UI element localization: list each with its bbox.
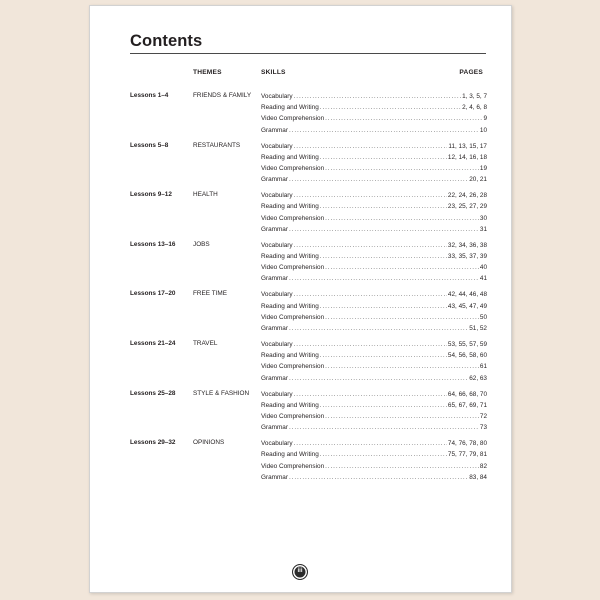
page-numbers: 23, 25, 27, 29 <box>447 203 487 211</box>
dot-leader <box>289 175 468 184</box>
page-numbers: 11, 13, 15, 17 <box>448 142 487 150</box>
page-numbers: 74, 76, 78, 80 <box>447 440 487 448</box>
dot-leader <box>320 450 447 459</box>
dot-leader <box>289 473 468 482</box>
skill-rows <box>261 142 487 187</box>
theme-label: OPINIONS <box>193 439 225 447</box>
skill-row <box>261 225 487 236</box>
skill-name: Vocabulary <box>261 142 293 150</box>
skill-name: Reading and Writing <box>261 302 319 310</box>
skill-row <box>261 164 487 175</box>
skill-name: Grammar <box>261 176 288 184</box>
skill-row <box>261 274 487 285</box>
page-numbers: 33, 35, 37, 39 <box>447 252 487 260</box>
skill-name: Grammar <box>261 424 288 432</box>
page-numbers: 31 <box>479 225 487 233</box>
page-numbers: 65, 67, 69, 71 <box>447 401 487 409</box>
dot-leader <box>320 202 447 211</box>
skill-name: Grammar <box>261 126 288 134</box>
page-numbers: 32, 34, 36, 38 <box>447 241 487 249</box>
skill-name: Vocabulary <box>261 192 293 200</box>
page-numbers: 19 <box>479 164 487 172</box>
skill-name: Reading and Writing <box>261 352 319 360</box>
dot-leader <box>289 324 468 333</box>
dot-leader <box>320 153 447 162</box>
theme-label: FREE TIME <box>193 290 227 298</box>
skill-name: Video Comprehension <box>261 115 325 123</box>
dot-leader <box>294 290 447 299</box>
theme-label: TRAVEL <box>193 339 218 347</box>
dot-leader <box>320 103 461 112</box>
skill-name: Vocabulary <box>261 93 293 100</box>
contents-list <box>90 92 511 489</box>
dot-leader <box>325 263 479 272</box>
skill-row <box>261 191 487 202</box>
dot-leader <box>325 114 482 123</box>
skill-name: Vocabulary <box>261 291 293 299</box>
dot-leader <box>325 412 479 421</box>
skill-name: Grammar <box>261 473 288 481</box>
skill-row <box>261 340 487 351</box>
skill-row <box>261 401 487 412</box>
dot-leader <box>320 401 447 410</box>
skill-row <box>261 263 487 274</box>
theme-label: FRIENDS & FAMILY <box>193 92 252 99</box>
contents-section <box>90 92 511 142</box>
skill-name: Vocabulary <box>261 241 293 249</box>
page-numbers: 40 <box>479 264 487 272</box>
skill-name: Grammar <box>261 275 288 283</box>
dot-leader <box>325 362 479 371</box>
skill-row <box>261 302 487 313</box>
skill-name: Video Comprehension <box>261 412 325 420</box>
dot-leader <box>320 351 447 360</box>
contents-section <box>90 340 511 390</box>
dot-leader <box>325 462 479 471</box>
page-numbers: 2, 4, 6, 8 <box>462 104 487 112</box>
skill-rows <box>261 340 487 385</box>
skill-row <box>261 473 487 484</box>
skill-rows <box>261 92 487 137</box>
skill-row <box>261 153 487 164</box>
page-numbers: 54, 56, 58, 60 <box>447 352 487 360</box>
page-numbers: 51, 52 <box>469 324 487 332</box>
pages-column-header: PAGES <box>459 69 483 76</box>
skill-row <box>261 103 487 114</box>
skill-rows <box>261 241 487 286</box>
skill-name: Vocabulary <box>261 390 293 398</box>
skill-row <box>261 126 487 137</box>
page-numbers: 9 <box>483 115 487 123</box>
skill-row <box>261 374 487 385</box>
skill-name: Vocabulary <box>261 440 293 448</box>
dot-leader <box>294 340 447 349</box>
skill-name: Reading and Writing <box>261 104 319 112</box>
page-numbers: 72 <box>479 412 487 420</box>
page-numbers: 82 <box>479 462 487 470</box>
page-numbers: 42, 44, 46, 48 <box>447 291 487 299</box>
contents-section <box>90 439 511 489</box>
page-numbers: 12, 14, 16, 18 <box>447 153 487 161</box>
page-numbers: 61 <box>479 363 487 371</box>
dot-leader <box>294 191 447 200</box>
skill-row <box>261 351 487 362</box>
theme-label: RESTAURANTS <box>193 141 241 149</box>
skill-row <box>261 142 487 153</box>
skill-row <box>261 362 487 373</box>
dot-leader <box>320 252 447 261</box>
theme-label: STYLE & FASHION <box>193 389 250 397</box>
skill-name: Video Comprehension <box>261 313 325 321</box>
lesson-range-label: Lessons 21–24 <box>130 339 176 347</box>
skill-row <box>261 290 487 301</box>
contents-section <box>90 191 511 241</box>
skill-name: Vocabulary <box>261 340 293 348</box>
skill-name: Reading and Writing <box>261 153 319 161</box>
skill-row <box>261 390 487 401</box>
dot-leader <box>289 374 468 383</box>
skill-name: Reading and Writing <box>261 401 319 409</box>
skill-row <box>261 462 487 473</box>
page-numbers: 64, 66, 68, 70 <box>447 390 487 398</box>
lesson-range-label: Lessons 13–16 <box>130 240 176 248</box>
contents-section <box>90 290 511 340</box>
skill-name: Reading and Writing <box>261 252 319 260</box>
skill-rows <box>261 290 487 335</box>
lesson-range-label: Lessons 25–28 <box>130 389 176 397</box>
skills-column-header: SKILLS <box>261 69 286 76</box>
skill-rows <box>261 390 487 435</box>
skill-name: Reading and Writing <box>261 451 319 459</box>
skill-row <box>261 214 487 225</box>
skill-name: Video Comprehension <box>261 214 325 222</box>
skill-row <box>261 439 487 450</box>
skill-rows <box>261 191 487 236</box>
lesson-range-label: Lessons 17–20 <box>130 290 176 298</box>
skill-name: Grammar <box>261 225 288 233</box>
page-numbers: 22, 24, 26, 28 <box>447 192 487 200</box>
dot-leader <box>294 390 447 399</box>
skill-name: Video Comprehension <box>261 363 325 371</box>
page-numbers: 1, 3, 5, 7 <box>462 93 487 100</box>
skill-name: Video Comprehension <box>261 462 325 470</box>
lesson-range-label: Lessons 1–4 <box>130 92 169 99</box>
dot-leader <box>294 92 462 101</box>
dot-leader <box>294 142 448 151</box>
dot-leader <box>289 274 479 283</box>
page-numbers: 41 <box>479 275 487 283</box>
skill-row <box>261 450 487 461</box>
skill-name: Grammar <box>261 324 288 332</box>
dot-leader <box>289 423 479 432</box>
skill-name: Video Comprehension <box>261 164 325 172</box>
skill-name: Video Comprehension <box>261 264 325 272</box>
lesson-range-label: Lessons 5–8 <box>130 141 169 149</box>
skill-rows <box>261 439 487 484</box>
page-numbers: 50 <box>479 313 487 321</box>
page-numbers: 53, 55, 57, 59 <box>447 340 487 348</box>
dot-leader <box>289 225 479 234</box>
page-number-badge: iii <box>292 564 308 580</box>
contents-section <box>90 390 511 440</box>
dot-leader <box>325 313 479 322</box>
page-numbers: 83, 84 <box>469 473 487 481</box>
skill-row <box>261 324 487 335</box>
dot-leader <box>289 126 479 135</box>
skill-row <box>261 114 487 125</box>
skill-row <box>261 241 487 252</box>
page-numbers: 20, 21 <box>469 176 487 184</box>
title-divider <box>130 53 486 54</box>
skill-row <box>261 252 487 263</box>
lesson-range-label: Lessons 29–32 <box>130 439 176 447</box>
page-numbers: 73 <box>479 424 487 432</box>
page-numbers: 75, 77, 79, 81 <box>447 451 487 459</box>
page-numbers: 43, 45, 47, 49 <box>447 302 487 310</box>
page-numbers: 30 <box>479 214 487 222</box>
contents-section <box>90 142 511 192</box>
document-page <box>89 5 512 593</box>
dot-leader <box>294 439 447 448</box>
theme-label: JOBS <box>193 240 210 248</box>
dot-leader <box>325 164 479 173</box>
skill-row <box>261 202 487 213</box>
skill-row <box>261 175 487 186</box>
skill-row <box>261 423 487 434</box>
skill-row <box>261 313 487 324</box>
skill-name: Reading and Writing <box>261 203 319 211</box>
contents-section <box>90 241 511 291</box>
themes-column-header: THEMES <box>193 69 222 76</box>
skill-name: Grammar <box>261 374 288 382</box>
dot-leader <box>294 241 447 250</box>
theme-label: HEALTH <box>193 191 218 199</box>
page-numbers: 62, 63 <box>469 374 487 382</box>
skill-row <box>261 92 487 103</box>
lesson-range-label: Lessons 9–12 <box>130 191 172 199</box>
page-numbers: 10 <box>479 126 487 134</box>
dot-leader <box>320 302 447 311</box>
page-title: Contents <box>130 32 203 50</box>
skill-row <box>261 412 487 423</box>
dot-leader <box>325 214 479 223</box>
